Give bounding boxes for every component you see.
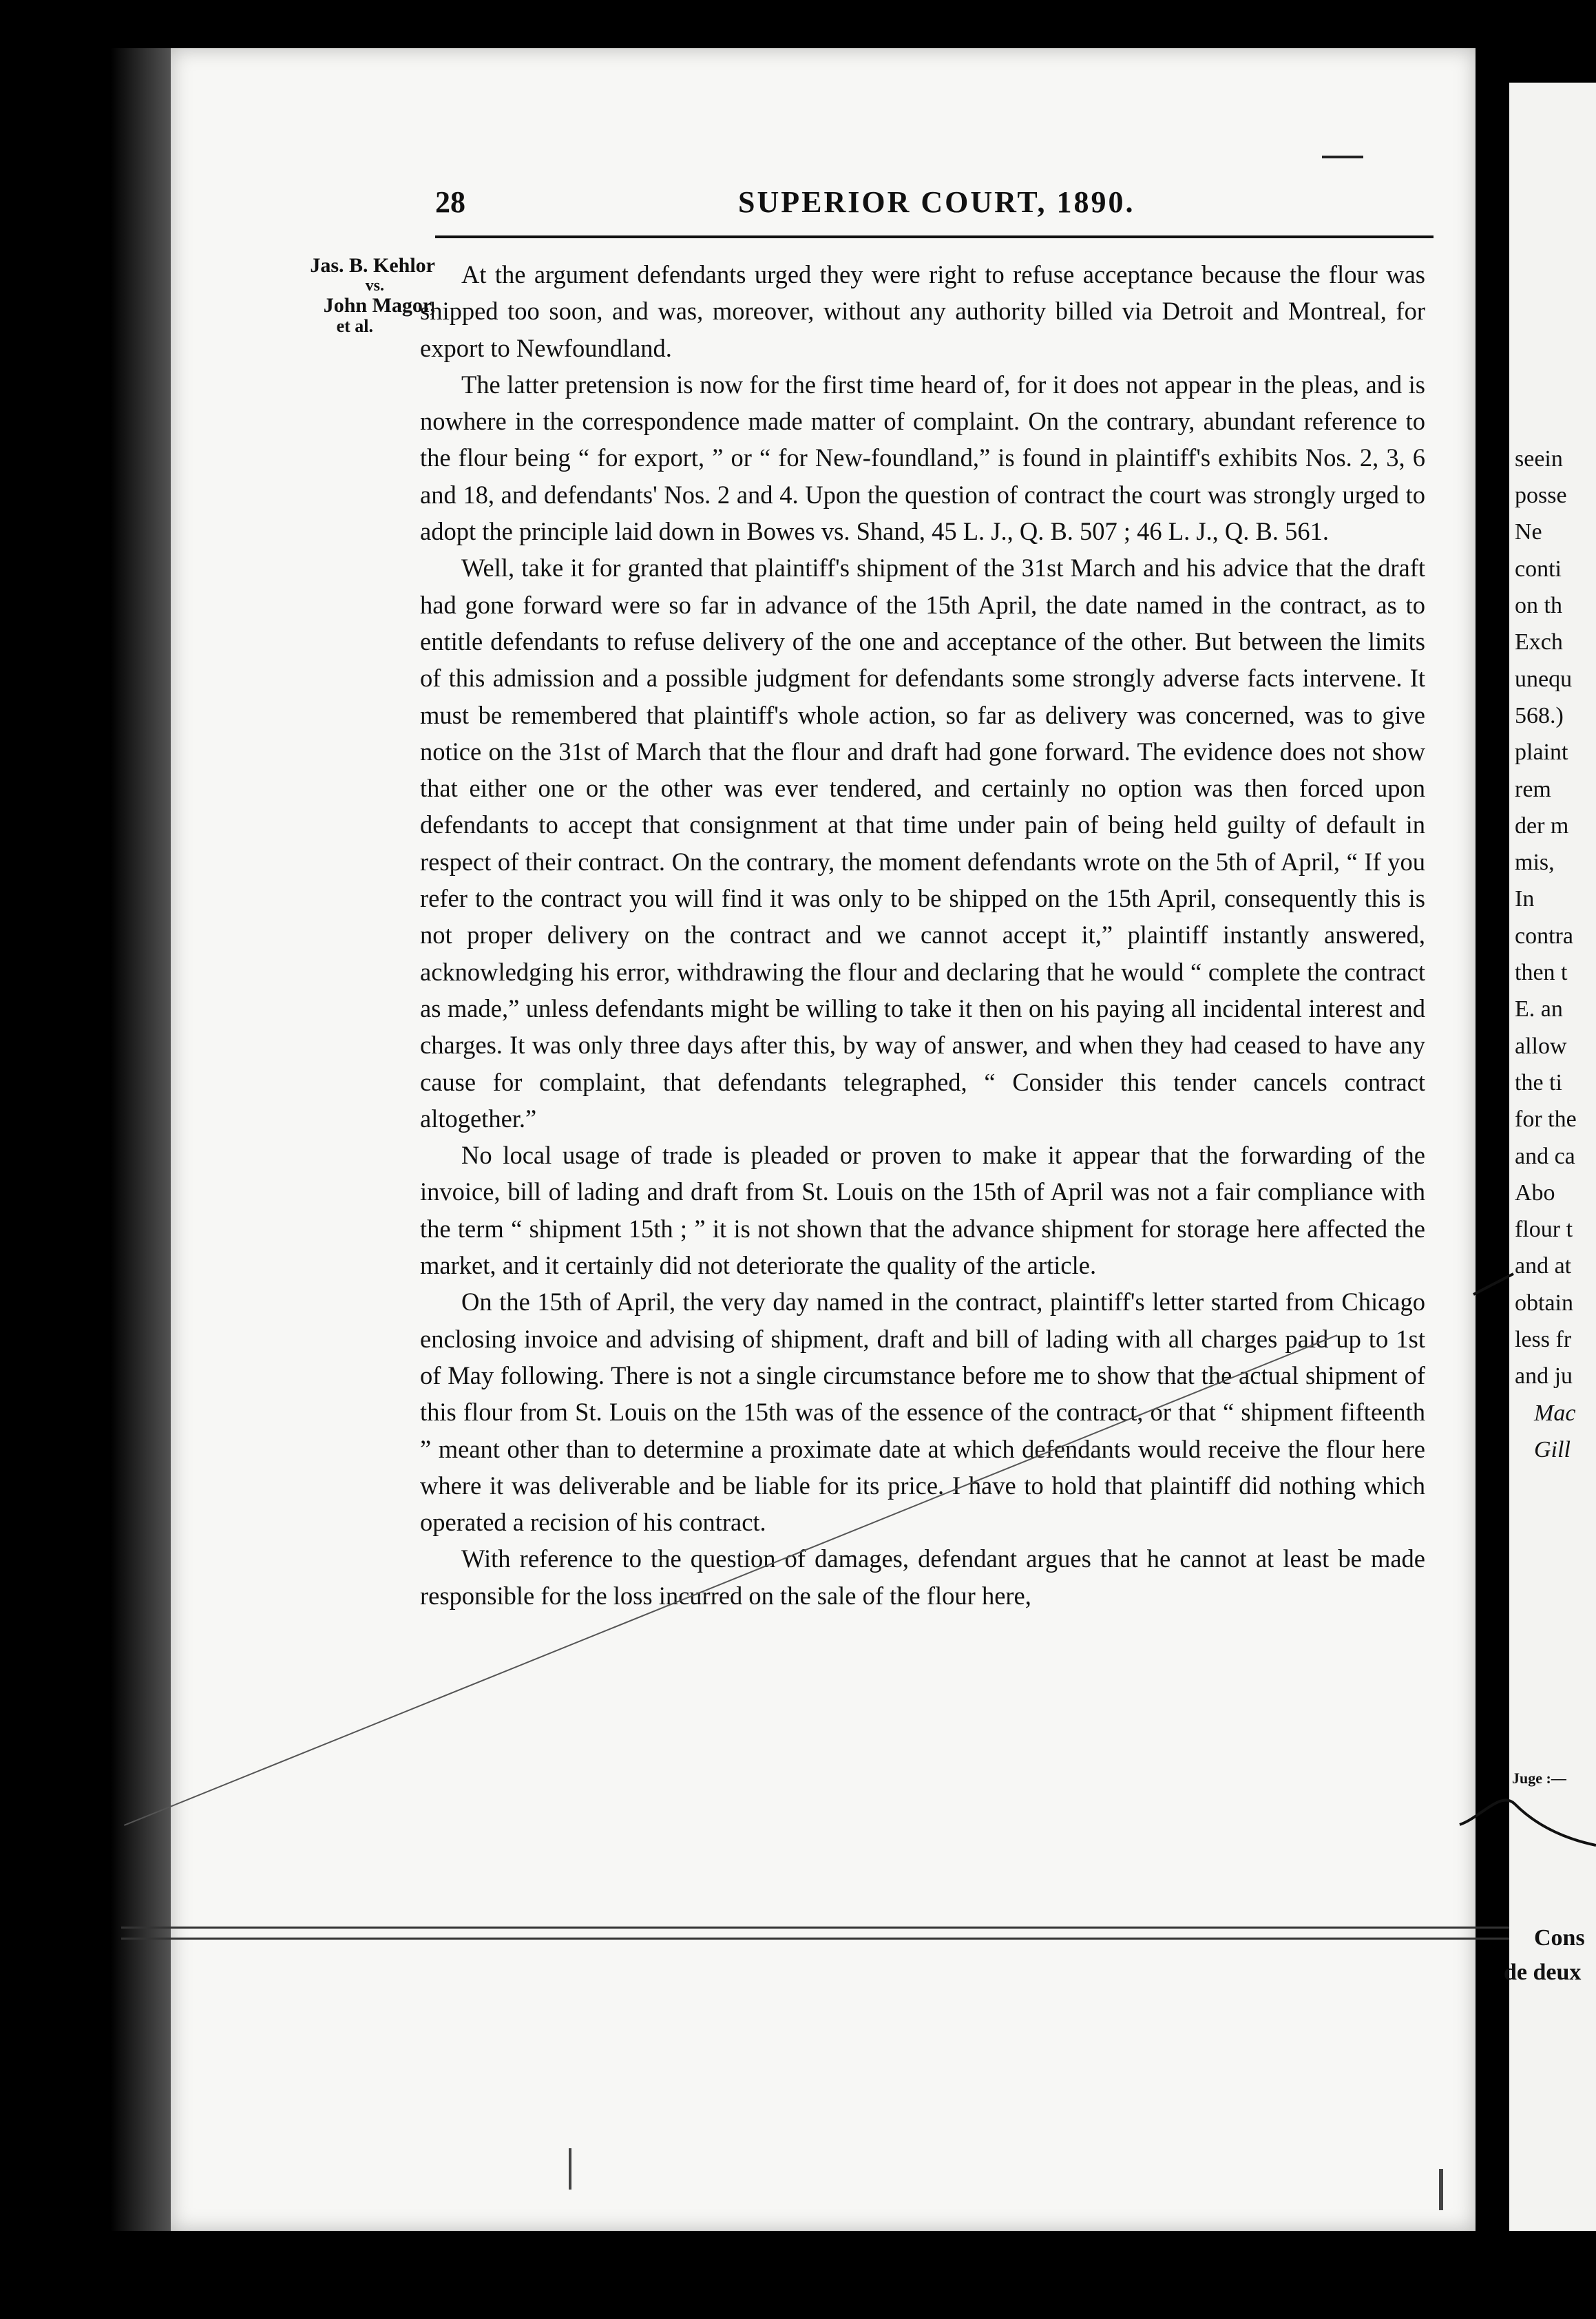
- adjacent-page-italic-line: Mac: [1534, 1400, 1576, 1426]
- adjacent-page-line: posse: [1515, 483, 1567, 509]
- scanned-page-binding-edge: [110, 48, 172, 2231]
- adjacent-page-line: Ne: [1515, 519, 1542, 545]
- running-head: SUPERIOR COURT, 1890.: [738, 185, 1135, 219]
- adjacent-page-line: [1515, 330, 1596, 367]
- adjacent-page-italic-line: Gill: [1534, 1436, 1571, 1462]
- adjacent-page-line: der m: [1515, 812, 1569, 839]
- adjacent-page-bottom-text: [1504, 1921, 1585, 1990]
- adjacent-page-line: seein: [1515, 445, 1563, 472]
- bottom-rule-lower: [121, 1938, 1596, 1940]
- bottom-rule-upper: [121, 1927, 1596, 1929]
- adjacent-page-line: contra: [1515, 923, 1573, 949]
- side-note-et-al: et al.: [336, 316, 373, 336]
- side-note-defendant: John Magor,: [323, 294, 435, 317]
- side-note-plaintiff: Jas. B. Kehlor: [310, 254, 435, 277]
- adjacent-page-line: Abo: [1515, 1179, 1555, 1206]
- adjacent-bottom-line-2: de deux: [1504, 1960, 1582, 1985]
- page-number: 28: [435, 185, 465, 219]
- adjacent-page-text: [1515, 330, 1596, 1468]
- paragraph-damages: With reference to the question of damages, defendant argues that he cannot at least be made responsible for the loss incurred on the sale of the flour here,: [420, 1544, 1425, 1610]
- adjacent-page-line: mis,: [1515, 850, 1555, 876]
- adjacent-page-line: unequ: [1515, 666, 1573, 692]
- adjacent-page-line: and at: [1515, 1253, 1572, 1279]
- adjacent-page-line: [1515, 367, 1596, 403]
- adjacent-page-judge-label: Juge :—: [1512, 1770, 1566, 1787]
- paragraph-15th-april: On the 15th of April, the very day named in the contract, plaintiff's letter started from Chicago enclosing invoice and advising of shipment, draft and bill of lading with all charges paid up to 1st of May following. There is not a single circumstance before me to show that the actual shipment of this flour from St. Louis on the 15th was of the essence of the contract, or that “ shipment fifteenth ” meant other than to determine a proximate date at which defendants would receive the flour here where it was deliverable and be liable for its price. I have to hold that plaintiff did nothing which operated a recision of his contract.: [420, 1288, 1425, 1537]
- adjacent-page-line: then t: [1515, 960, 1568, 986]
- adjacent-page-line: In: [1515, 886, 1535, 912]
- adjacent-page-line: [1515, 404, 1596, 441]
- side-note-versus: vs.: [365, 277, 384, 295]
- adjacent-page-line: and ju: [1515, 1363, 1573, 1389]
- adjacent-bottom-line-1: Cons: [1534, 1925, 1585, 1951]
- adjacent-page-line: conti: [1515, 556, 1562, 582]
- adjacent-page-line: on th: [1515, 593, 1562, 619]
- adjacent-page-line: and ca: [1515, 1143, 1575, 1169]
- page-header: [435, 185, 1434, 226]
- adjacent-page-line: flour t: [1515, 1217, 1573, 1243]
- adjacent-page-line: 568.): [1515, 702, 1564, 728]
- adjacent-page-line: Exch: [1515, 629, 1563, 655]
- adjacent-page-line: for the: [1515, 1106, 1577, 1133]
- paragraph-latter-pretension: The latter pretension is now for the first time heard of, for it does not appear in the pleas, and is nowhere in the correspondence made matter of complaint. On the contrary, abundant reference to the flour being “ for export, ” or “ for New-foundland,” is found in plaintiff's exhibits Nos. 2, 3, 6 and 18, and defendants' Nos. 2 and 4. Upon the question of contract the court was strongly urged to adopt the principle laid down in Bowes vs. Shand, 45 L. J., Q. B. 507 ; 46 L. J., Q. B. 561.: [420, 370, 1425, 546]
- adjacent-page-line: less fr: [1515, 1327, 1572, 1353]
- adjacent-page: [1509, 83, 1596, 2231]
- adjacent-page-line: obtain: [1515, 1290, 1573, 1316]
- paragraph-argument: At the argument defendants urged they were right to refuse acceptance because the flour was shipped too soon, and was, moreover, without any authority billed via Detroit and Montreal, for export to Newfoundland.: [420, 260, 1425, 362]
- adjacent-page-line: E. an: [1515, 996, 1563, 1022]
- judgment-body-text: [420, 256, 1425, 1614]
- adjacent-page-line: rem: [1515, 776, 1551, 802]
- case-side-note: [270, 253, 435, 335]
- paragraph-local-usage: No local usage of trade is pleaded or proven to make it appear that the forwarding of the invoice, bill of lading and draft from St. Louis on the 15th of April was not a fair compliance with the term “ shipment 15th ; ” it is not shown that the advance shipment for storage here affected the market, and it certainly did not deteriorate the quality of the article.: [420, 1141, 1425, 1280]
- header-rule: [435, 235, 1434, 238]
- adjacent-page-line: plaint: [1515, 739, 1568, 766]
- adjacent-page-line: allow: [1515, 1033, 1567, 1059]
- paragraph-well-take-it: Well, take it for granted that plaintiff's shipment of the 31st March and his advice that the draft had gone forward were so far in advance of the 15th April, the date named in the contract, as to entitle defendants to refuse delivery of the one and acceptance of the other. But between the limits of this admission and a possible judgment for defendants some strongly adverse facts intervene. It must be remembered that plaintiff's whole action, so far as delivery was concerned, was to give notice on the 31st of March that the flour and draft had gone forward. The evidence does not show that either one or the other was ever tendered, and certainly no option was then forced upon defendants to accept that consignment at that time under pain of being held guilty of default in respect of their contract. On the contrary, the moment defendants wrote on the 5th of April, “ If you refer to the contract you will find it was only to be shipped on the 15th April, consequently this is not proper delivery on the contract and we cannot accept it,” plaintiff instantly answered, acknowledging his error, withdrawing the flour and declaring that he would “ complete the contract as made,” unless defendants might be willing to take it then on his paying all incidental interest and charges. It was only three days after this, by way of answer, and when they had ceased to have any cause for complaint, that defendants telegraphed, “ Consider this tender cancels contract altogether.”: [420, 554, 1425, 1133]
- adjacent-page-line: the ti: [1515, 1069, 1562, 1095]
